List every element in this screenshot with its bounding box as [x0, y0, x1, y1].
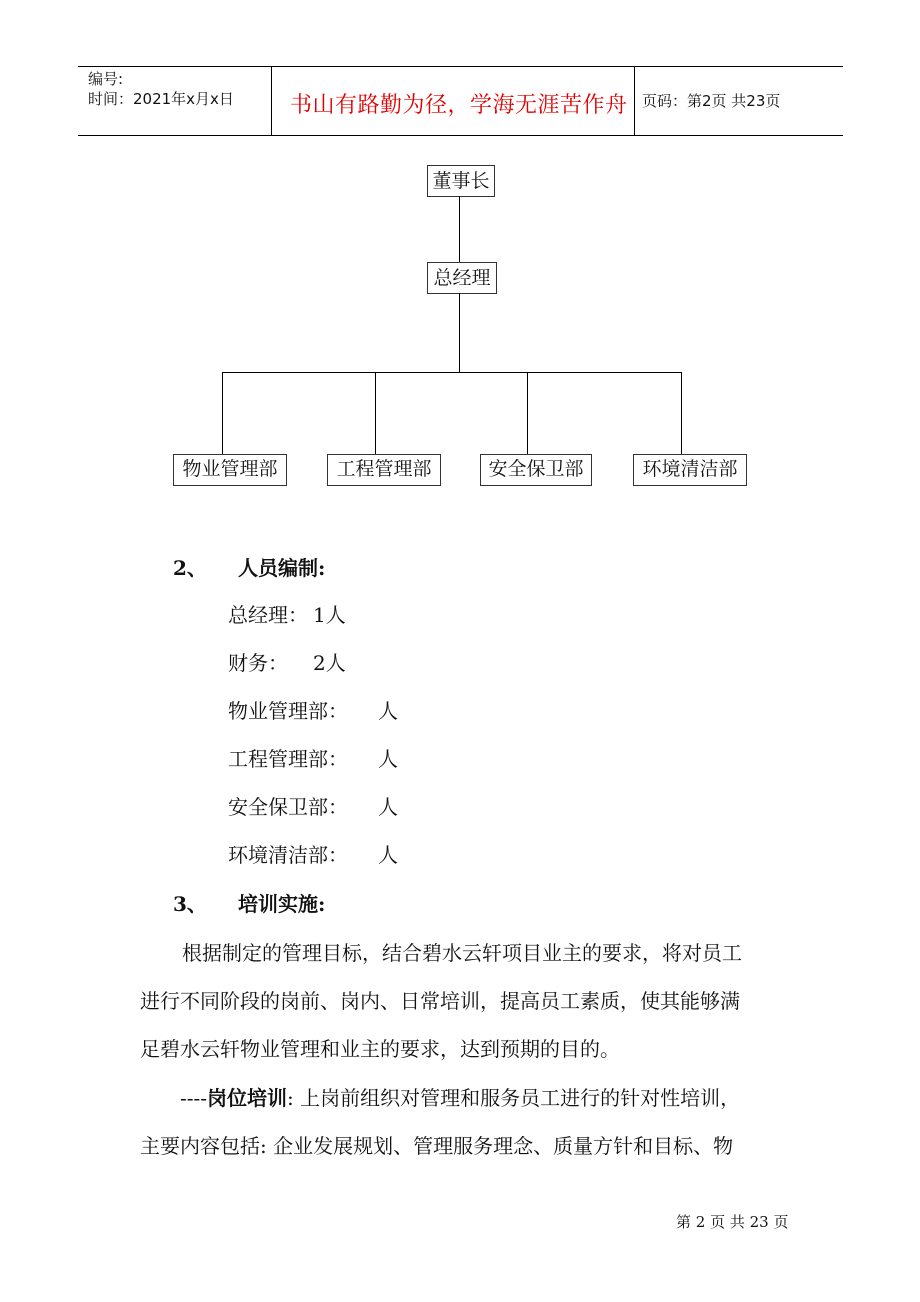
staff-value-finance: 2人 [313, 651, 346, 675]
staff-label-cleaning: 环境清洁部： [228, 843, 348, 867]
staff-label-gm: 总经理： [228, 603, 308, 627]
header-bottom-rule [78, 135, 843, 136]
org-box-engineering: 工程管理部 [327, 454, 441, 486]
org-connector-gm-bus [459, 293, 460, 372]
staff-value-property: 人 [378, 699, 398, 723]
header-top-rule [78, 66, 843, 67]
staff-value-cleaning: 人 [378, 843, 398, 867]
paragraph-line: 根据制定的管理目标，结合碧水云轩项目业主的要求，将对员工 [182, 941, 742, 965]
org-box-property-management: 物业管理部 [173, 454, 287, 486]
org-horizontal-bus [222, 372, 682, 373]
paragraph-line: 足碧水云轩物业管理和业主的要求，达到预期的目的。 [140, 1037, 620, 1061]
document-time-label: 时间：2021年x月x日 [88, 90, 234, 108]
org-drop-2 [375, 372, 376, 454]
staff-value-gm: 1人 [313, 603, 346, 627]
header-divider-2 [634, 66, 635, 135]
org-connector-chairman-gm [459, 196, 460, 262]
dash-prefix: ---- [180, 1086, 208, 1110]
post-training-term: 岗位培训 [207, 1086, 288, 1110]
staff-label-security: 安全保卫部： [228, 795, 348, 819]
document-number-label: 编号: [88, 70, 124, 88]
page-footer: 第 2 页 共 23 页 [676, 1213, 789, 1231]
paragraph-line: 进行不同阶段的岗前、岗内、日常培训，提高员工素质，使其能够满 [140, 989, 740, 1013]
header-motto: 书山有路勤为径，学海无涯苦作舟 [290, 93, 628, 118]
org-box-security: 安全保卫部 [480, 454, 592, 486]
org-drop-1 [222, 372, 223, 454]
staff-label-finance: 财务： [228, 651, 288, 675]
header-divider-1 [271, 66, 272, 135]
post-training-text: : 上岗前组织对管理和服务员工进行的针对性培训， [287, 1086, 741, 1110]
org-box-general-manager: 总经理 [427, 262, 497, 294]
paragraph-line: 主要内容包括: 企业发展规划、管理服务理念、质量方针和目标、物 [140, 1134, 734, 1158]
staff-label-property: 物业管理部： [228, 699, 348, 723]
section2-number: 2、 [173, 556, 207, 580]
org-drop-4 [681, 372, 682, 454]
org-box-chairman: 董事长 [427, 165, 495, 197]
staff-value-security: 人 [378, 795, 398, 819]
org-drop-3 [527, 372, 528, 454]
staff-label-engineering: 工程管理部： [228, 747, 348, 771]
section3-number: 3、 [173, 892, 207, 916]
paragraph-line [180, 1085, 740, 1111]
section3-heading: 培训实施: [238, 892, 326, 916]
section2-heading: 人员编制: [238, 556, 326, 580]
header-page-number: 页码：第2页 共23页 [642, 92, 781, 110]
staff-value-engineering: 人 [378, 747, 398, 771]
org-box-environment-cleaning: 环境清洁部 [633, 454, 747, 486]
